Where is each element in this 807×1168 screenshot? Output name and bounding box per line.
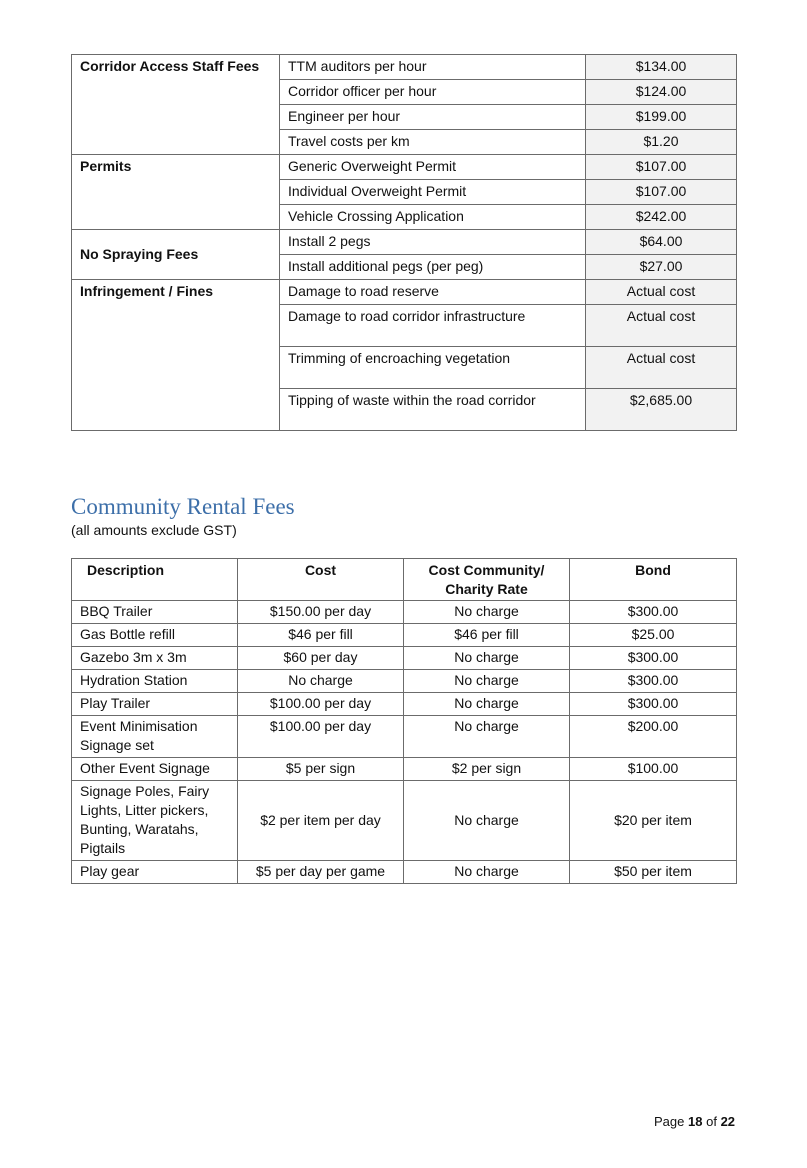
header-line: Cost Community/: [428, 562, 545, 578]
table-row: [72, 758, 737, 781]
rental-description: [72, 781, 238, 861]
fee-amount: $64.00: [586, 230, 737, 255]
fee-item: Damage to road corridor infrastructure: [280, 305, 586, 347]
table-row: [72, 781, 737, 861]
fee-item: Vehicle Crossing Application: [280, 205, 586, 230]
rental-description: Play Trailer: [72, 693, 238, 716]
fee-item: Damage to road reserve: [280, 280, 586, 305]
fee-amount: $27.00: [586, 255, 737, 280]
rental-description: BBQ Trailer: [72, 601, 238, 624]
description-line: Signage Poles, Fairy: [80, 783, 210, 799]
rental-bond: $25.00: [570, 624, 737, 647]
column-header-bond: Bond: [570, 559, 737, 601]
rental-community-rate: No charge: [404, 647, 570, 670]
rental-bond: $300.00: [570, 647, 737, 670]
rental-community-rate: $46 per fill: [404, 624, 570, 647]
page-total: 22: [720, 1114, 736, 1129]
fee-item: Install additional pegs (per peg): [280, 255, 586, 280]
rental-community-rate: No charge: [404, 601, 570, 624]
table-row: [72, 601, 737, 624]
fee-item: Engineer per hour: [280, 105, 586, 130]
rental-community-rate: No charge: [404, 781, 570, 861]
column-header-description: Description: [72, 559, 238, 601]
rental-fees-table: [71, 558, 737, 884]
table-row: [72, 155, 737, 180]
rental-community-rate: No charge: [404, 716, 570, 758]
table-row: [72, 861, 737, 884]
fee-amount: $107.00: [586, 180, 737, 205]
table-row: [72, 693, 737, 716]
header-line: Charity Rate: [445, 581, 528, 597]
rental-community-rate: No charge: [404, 693, 570, 716]
rental-description: Other Event Signage: [72, 758, 238, 781]
corridor-fees-table: [71, 54, 737, 431]
rental-community-rate: $2 per sign: [404, 758, 570, 781]
category-cell: Permits: [72, 155, 280, 230]
rental-cost: $2 per item per day: [238, 781, 404, 861]
rental-description: Hydration Station: [72, 670, 238, 693]
fee-amount: $199.00: [586, 105, 737, 130]
fee-item: Corridor officer per hour: [280, 80, 586, 105]
rental-cost: $5 per sign: [238, 758, 404, 781]
rental-description: Play gear: [72, 861, 238, 884]
fee-amount: Actual cost: [586, 305, 737, 347]
page-label: Page: [654, 1114, 685, 1129]
rental-bond: $200.00: [570, 716, 737, 758]
category-cell: Corridor Access Staff Fees: [72, 55, 280, 155]
rental-cost: $46 per fill: [238, 624, 404, 647]
description-line: Signage set: [80, 737, 154, 753]
table-header-row: [72, 559, 737, 601]
table-row: [72, 624, 737, 647]
page-number: 18: [688, 1114, 703, 1129]
rental-bond: $300.00: [570, 693, 737, 716]
table-row: [72, 647, 737, 670]
table-row: [72, 716, 737, 758]
rental-bond: $300.00: [570, 601, 737, 624]
column-header-cost: Cost: [238, 559, 404, 601]
table-row: [72, 670, 737, 693]
rental-bond: $100.00: [570, 758, 737, 781]
rental-cost: $100.00 per day: [238, 716, 404, 758]
fee-item: TTM auditors per hour: [280, 55, 586, 80]
rental-cost: No charge: [238, 670, 404, 693]
rental-description: [72, 716, 238, 758]
fee-amount: $134.00: [586, 55, 737, 80]
fee-item: Travel costs per km: [280, 130, 586, 155]
column-header-community-rate: [404, 559, 570, 601]
rental-description: Gazebo 3m x 3m: [72, 647, 238, 670]
section-heading: Community Rental Fees: [71, 494, 295, 519]
page-footer: [654, 1114, 735, 1129]
of-label: of: [706, 1114, 717, 1129]
fee-amount: Actual cost: [586, 347, 737, 389]
description-line: Pigtails: [80, 840, 126, 856]
fee-item: Trimming of encroaching vegetation: [280, 347, 586, 389]
fee-amount: $2,685.00: [586, 389, 737, 431]
rental-cost: $5 per day per game: [238, 861, 404, 884]
rental-description: Gas Bottle refill: [72, 624, 238, 647]
fee-amount: Actual cost: [586, 280, 737, 305]
fee-amount: $242.00: [586, 205, 737, 230]
rental-cost: $60 per day: [238, 647, 404, 670]
fee-item: Install 2 pegs: [280, 230, 586, 255]
fee-amount: $107.00: [586, 155, 737, 180]
gst-note: (all amounts exclude GST): [71, 522, 237, 538]
table-row: [72, 280, 737, 305]
table-row: [72, 55, 737, 80]
rental-bond: $20 per item: [570, 781, 737, 861]
rental-community-rate: No charge: [404, 670, 570, 693]
table-row: [72, 230, 737, 255]
category-cell: Infringement / Fines: [72, 280, 280, 431]
fee-item: Tipping of waste within the road corridor: [280, 389, 586, 431]
fee-item: Individual Overweight Permit: [280, 180, 586, 205]
rental-bond: $50 per item: [570, 861, 737, 884]
fee-amount: $1.20: [586, 130, 737, 155]
rental-cost: $100.00 per day: [238, 693, 404, 716]
description-line: Bunting, Waratahs,: [80, 821, 199, 837]
fee-item: Generic Overweight Permit: [280, 155, 586, 180]
fee-amount: $124.00: [586, 80, 737, 105]
category-cell: No Spraying Fees: [72, 230, 280, 280]
rental-cost: $150.00 per day: [238, 601, 404, 624]
rental-community-rate: No charge: [404, 861, 570, 884]
description-line: Lights, Litter pickers,: [80, 802, 209, 818]
description-line: Event Minimisation: [80, 718, 198, 734]
rental-bond: $300.00: [570, 670, 737, 693]
